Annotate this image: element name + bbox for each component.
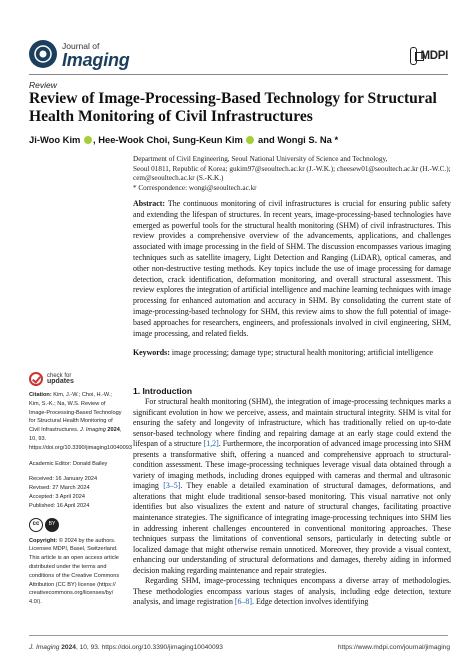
author-4[interactable]: and Wongi S. Na * — [258, 134, 339, 145]
publisher-name: MDPI — [420, 50, 448, 62]
check-for-updates-button[interactable] — [29, 372, 74, 386]
keywords-text: image processing; damage type; structural health monitoring; artificial intelligence — [171, 348, 433, 357]
orcid-icon[interactable] — [84, 136, 92, 144]
orcid-icon[interactable] — [246, 136, 254, 144]
header-divider — [29, 74, 448, 75]
author-1[interactable]: Ji-Woo Kim — [29, 134, 81, 145]
published-date: Published: 16 April 2024 — [29, 502, 90, 509]
abstract-text: The continuous monitoring of civil infrastructures is crucial for ensuring public safety and extending the lifespan of structures. In recent years, image-processing-based technologies have emerged as powerful tools for the structural health monitoring (SHM) of civil infrastructures. This review provides a comprehensive overview of the advancements, applications, and challenges associated with image processing in the field of SHM. The discussion encompasses various imaging techniques such as satellite imagery, Light Detection and Ranging (LiDAR), optical cameras, and other non-destructive testing methods. Key topics include the use of image processing for damage detection, crack identification, deformation monitoring, and overall structural assessment. This review explores the integration of artificial intelligence and machine learning techniques with image processing for enhanced automation and accuracy in SHM. By consolidating the current state of image-processing-based technology for SHM, this review aims to show the full potential of image-based approaches for researchers, engineers, and professionals involved in civil engineering, SHM, image processing, and related fields. — [133, 199, 451, 338]
cc-icon: cc — [29, 518, 43, 532]
cc-license-badge[interactable] — [29, 518, 123, 532]
citation-block: Citation: Kim, J.-W.; Choi, H.-W.; Kim, S.-K.; Na, W.S. Review of Image-Processing-Based Technology for Structural Health Monitoring of Civil Infrastructures. J. Imaging 2024, 10, 93. https://doi.org/10.3390/jimaging10040093 — [29, 392, 132, 451]
journal-logo — [29, 40, 57, 68]
revised-date: Revised: 27 March 2024 — [29, 485, 90, 492]
author-2-3[interactable]: , Hee-Wook Choi, Sung-Keun Kim — [93, 134, 243, 145]
author-list — [29, 134, 338, 146]
doi-link[interactable]: , 10, 93. https://doi.org/10.3390/jimaging10040093 — [29, 427, 132, 451]
footer-divider — [29, 635, 448, 636]
keywords-label: Keywords: — [133, 348, 170, 357]
footer-citation: J. Imaging 2024, 10, 93. https://doi.org/10.3390/jimaging10040093 — [29, 644, 223, 651]
citation-link[interactable]: [6–8] — [234, 597, 252, 607]
journal-label: Journal of — [62, 41, 100, 51]
publisher-logo — [410, 46, 448, 66]
copyright-block: Copyright: © 2024 by the authors. Licensee MDPI, Basel, Switzerland. This article is an open access article distributed under the terms and conditions of the Creative Commons Attribution (CC BY) license (https:// creativecommons.org/licenses/by/ 4.0/). — [29, 537, 120, 606]
article-title: Review of Image-Processing-Based Technology for Structural Health Monitoring of Civil Infrastructures — [29, 90, 437, 125]
paragraph: For structural health monitoring (SHM), the integration of image-processing techniques marks a significant evolution in how we perceive, assess, and maintain structural integrity. SHM is vital for ensuring the safety and longevity of infrastructure, which has traditionally relied on up-to-date sensor-based technology where finding and repairing damage at an early stage could extend the lifespan of a structure [1,2]. Furthermore, the incorporation of advanced image processing into SHM presents a transformative shift, offering a nuanced and comprehensive approach to structural-condition assessment. These image-processing techniques leverage visual data obtained through a variety of imaging methods, including drones equipped with cameras and thermal and ultrasonic imaging [3–5]. They enable a detailed examination of structural damages, deformations, and alterations that might elude traditional sensor-based monitoring. This visual narrative not only identifies but also visualizes the extent and nature of structural changes, facilitating proactive maintenance strategies. The significance of integrating image-processing techniques into SHM lies in addressing inherent challenges encountered in conventional monitoring approaches. These techniques surpass the limitations of conventional sensors, particularly in detecting subtle or localized damage that might otherwise remain unnoticed. Moreover, they provide a visual context, enhancing our understanding of structural deformations and damages, thereby aiding in informed decision making regarding maintenance and repair strategies. — [133, 397, 451, 575]
check-updates-icon — [29, 372, 43, 386]
section-heading: 1. Introduction — [133, 386, 193, 396]
affiliation-block — [133, 155, 451, 193]
affiliation-line: Department of Civil Engineering, Seoul National University of Science and Technology, — [133, 155, 388, 163]
paragraph: Regarding SHM, image-processing techniques encompass a diverse array of methodologies. These methodologies encompass various stages of analysis, including edge detection, texture analysis, and image registration [6–8]. Edge detection involves identifying — [133, 576, 451, 607]
correspondence: * Correspondence: wongi@seoultech.ac.kr — [133, 183, 257, 192]
journal-url-link[interactable]: https://www.mdpi.com/journal/jimaging — [337, 644, 450, 651]
received-date: Received: 16 January 2024 — [29, 476, 98, 483]
by-icon: BY — [45, 518, 59, 532]
dates-block — [29, 475, 123, 510]
citation-link[interactable]: [1,2] — [203, 439, 219, 449]
keywords — [133, 348, 451, 359]
abstract — [133, 199, 451, 339]
body-text — [133, 397, 451, 608]
journal-logo-icon — [29, 40, 57, 68]
accepted-date: Accepted: 3 April 2024 — [29, 493, 85, 500]
article-type: Review — [29, 80, 57, 90]
affiliation-line: cem@seoultech.ac.kr (S.-K.K.) — [133, 174, 224, 183]
article-info-sidebar — [29, 391, 132, 614]
academic-editor: Academic Editor: Donald Bailey — [29, 460, 108, 467]
mdpi-icon — [410, 47, 417, 65]
journal-name: Imaging — [62, 50, 130, 70]
check-updates-label: check for updates — [47, 372, 74, 385]
citation-link[interactable]: [3–5] — [163, 481, 181, 491]
abstract-label: Abstract: — [133, 199, 165, 208]
affiliation-line: Seoul 01811, Republic of Korea; gukim97@seoultech.ac.kr (J.-W.K.); cheesew01@seoultech.ac.kr (H.-W.C.); — [133, 164, 451, 173]
